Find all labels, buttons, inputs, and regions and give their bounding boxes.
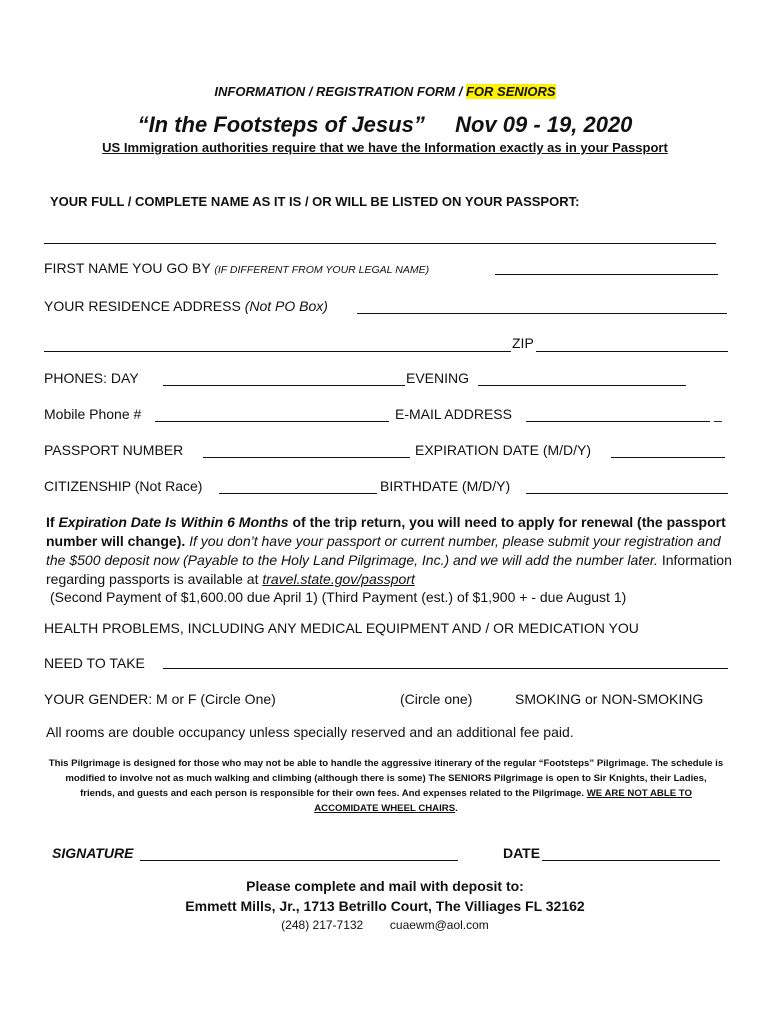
- passport-info-link[interactable]: travel.state.gov/passport: [262, 571, 415, 587]
- email-label: E-MAIL ADDRESS: [395, 406, 512, 422]
- fine-print-text: This Pilgrimage is designed for those who may not be able to handle the aggressive itinerary of the regular “Footsteps” Pilgrimage. The schedule is modified to involve not as much walking and climbing (although there is some) The SENIORS Pilgrimage is open to Sir Knights, their Ladies, friends, and guests and each person is responsible for their own fees. And expenses related to the Pilgrimage.: [48, 758, 724, 799]
- address-field[interactable]: [357, 313, 727, 314]
- renewal-italic: If you don’t have your passport or current number, please submit your registration and the $500 deposit now (Payable to the Holy Land Pilgrimage, Inc.) and we will add the number later.: [46, 533, 721, 568]
- date-field[interactable]: [542, 860, 720, 861]
- first-name-note: (IF DIFFERENT FROM YOUR LEGAL NAME): [214, 264, 430, 276]
- passport-number-field[interactable]: [203, 457, 410, 458]
- fine-print-end: .: [455, 803, 458, 814]
- address-label-text: YOUR RESIDENCE ADDRESS: [44, 298, 241, 314]
- circle-one-label: (Circle one): [400, 691, 473, 707]
- need-to-take-label: NEED TO TAKE: [44, 655, 145, 671]
- renewal-bold-1: If: [46, 514, 59, 530]
- immigration-notice: US Immigration authorities require that we have the Information exactly as in your Passport: [102, 140, 668, 155]
- full-name-field[interactable]: [44, 243, 716, 244]
- renewal-bold-italic: Expiration Date Is Within 6 Months: [58, 514, 289, 530]
- date-label: DATE: [503, 845, 541, 861]
- renewal-bold-2: of the trip return, you will need to apply for renewal (the passport number will change).: [46, 514, 726, 549]
- first-name-label-text: FIRST NAME YOU GO BY: [44, 260, 211, 276]
- address-note: (Not PO Box): [244, 298, 328, 314]
- evening-label: EVENING: [406, 370, 470, 386]
- expiration-date-field[interactable]: [611, 457, 725, 458]
- mail-instructions: Please complete and mail with deposit to:: [246, 878, 524, 894]
- mobile-phone-field[interactable]: [155, 421, 389, 422]
- citizenship-label: CITIZENSHIP (Not Race): [44, 478, 203, 494]
- form-header-text: INFORMATION / REGISTRATION FORM /: [214, 84, 466, 99]
- email-field[interactable]: [526, 421, 710, 422]
- page-title: [0, 112, 770, 138]
- health-problems-field[interactable]: [163, 668, 728, 669]
- citizenship-field[interactable]: [219, 493, 377, 494]
- signature-label: SIGNATURE: [52, 845, 134, 861]
- expiration-date-label: EXPIRATION DATE (M/D/Y): [415, 442, 592, 458]
- renewal-paragraph: [46, 513, 736, 589]
- rooms-note: All rooms are double occupancy unless specially reserved and an additional fee paid.: [46, 724, 574, 740]
- seniors-highlight: FOR SENIORS: [465, 84, 556, 99]
- gender-label: YOUR GENDER: M or F (Circle One): [44, 691, 276, 707]
- wheelchair-notice: WE ARE NOT ABLE TO ACCOMIDATE WHEEL CHAIRS: [314, 788, 692, 814]
- contact-info: [0, 918, 770, 932]
- zip-label: ZIP: [512, 335, 534, 351]
- zip-field[interactable]: [536, 351, 728, 352]
- renewal-info-text: Information regarding passports is available at: [46, 552, 732, 587]
- birthdate-field[interactable]: [526, 493, 728, 494]
- email-trail: _: [714, 406, 722, 422]
- mobile-label: Mobile Phone #: [44, 406, 142, 422]
- address-line-2-field[interactable]: [44, 351, 511, 352]
- health-problems-label: HEALTH PROBLEMS, INCLUDING ANY MEDICAL EQUIPMENT AND / OR MEDICATION YOU: [44, 620, 639, 636]
- form-header: [0, 84, 770, 99]
- first-name-field[interactable]: [495, 274, 718, 275]
- contact-phone: (248) 217-7132: [281, 918, 364, 932]
- title-name: “In the Footsteps of Jesus”: [137, 112, 425, 137]
- address-label: [44, 298, 328, 314]
- full-name-label: YOUR FULL / COMPLETE NAME AS IT IS / OR WILL BE LISTED ON YOUR PASSPORT:: [50, 194, 580, 209]
- payment-schedule: (Second Payment of $1,600.00 due April 1) (Third Payment (est.) of $1,900 + - due August 1): [50, 589, 627, 605]
- evening-phone-field[interactable]: [478, 385, 686, 386]
- mailing-address: Emmett Mills, Jr., 1713 Betrillo Court, The Villiages FL 32162: [185, 898, 585, 914]
- title-dates: Nov 09 - 19, 2020: [455, 112, 633, 137]
- birthdate-label: BIRTHDATE (M/D/Y): [380, 478, 511, 494]
- phones-day-label: PHONES: DAY: [44, 370, 139, 386]
- signature-field[interactable]: [140, 860, 458, 861]
- first-name-label: [44, 260, 429, 276]
- day-phone-field[interactable]: [163, 385, 405, 386]
- smoking-options: SMOKING or NON-SMOKING: [515, 691, 704, 707]
- pilgrimage-fine-print: [48, 756, 724, 816]
- passport-number-label: PASSPORT NUMBER: [44, 442, 184, 458]
- contact-email[interactable]: cuaewm@aol.com: [389, 918, 489, 932]
